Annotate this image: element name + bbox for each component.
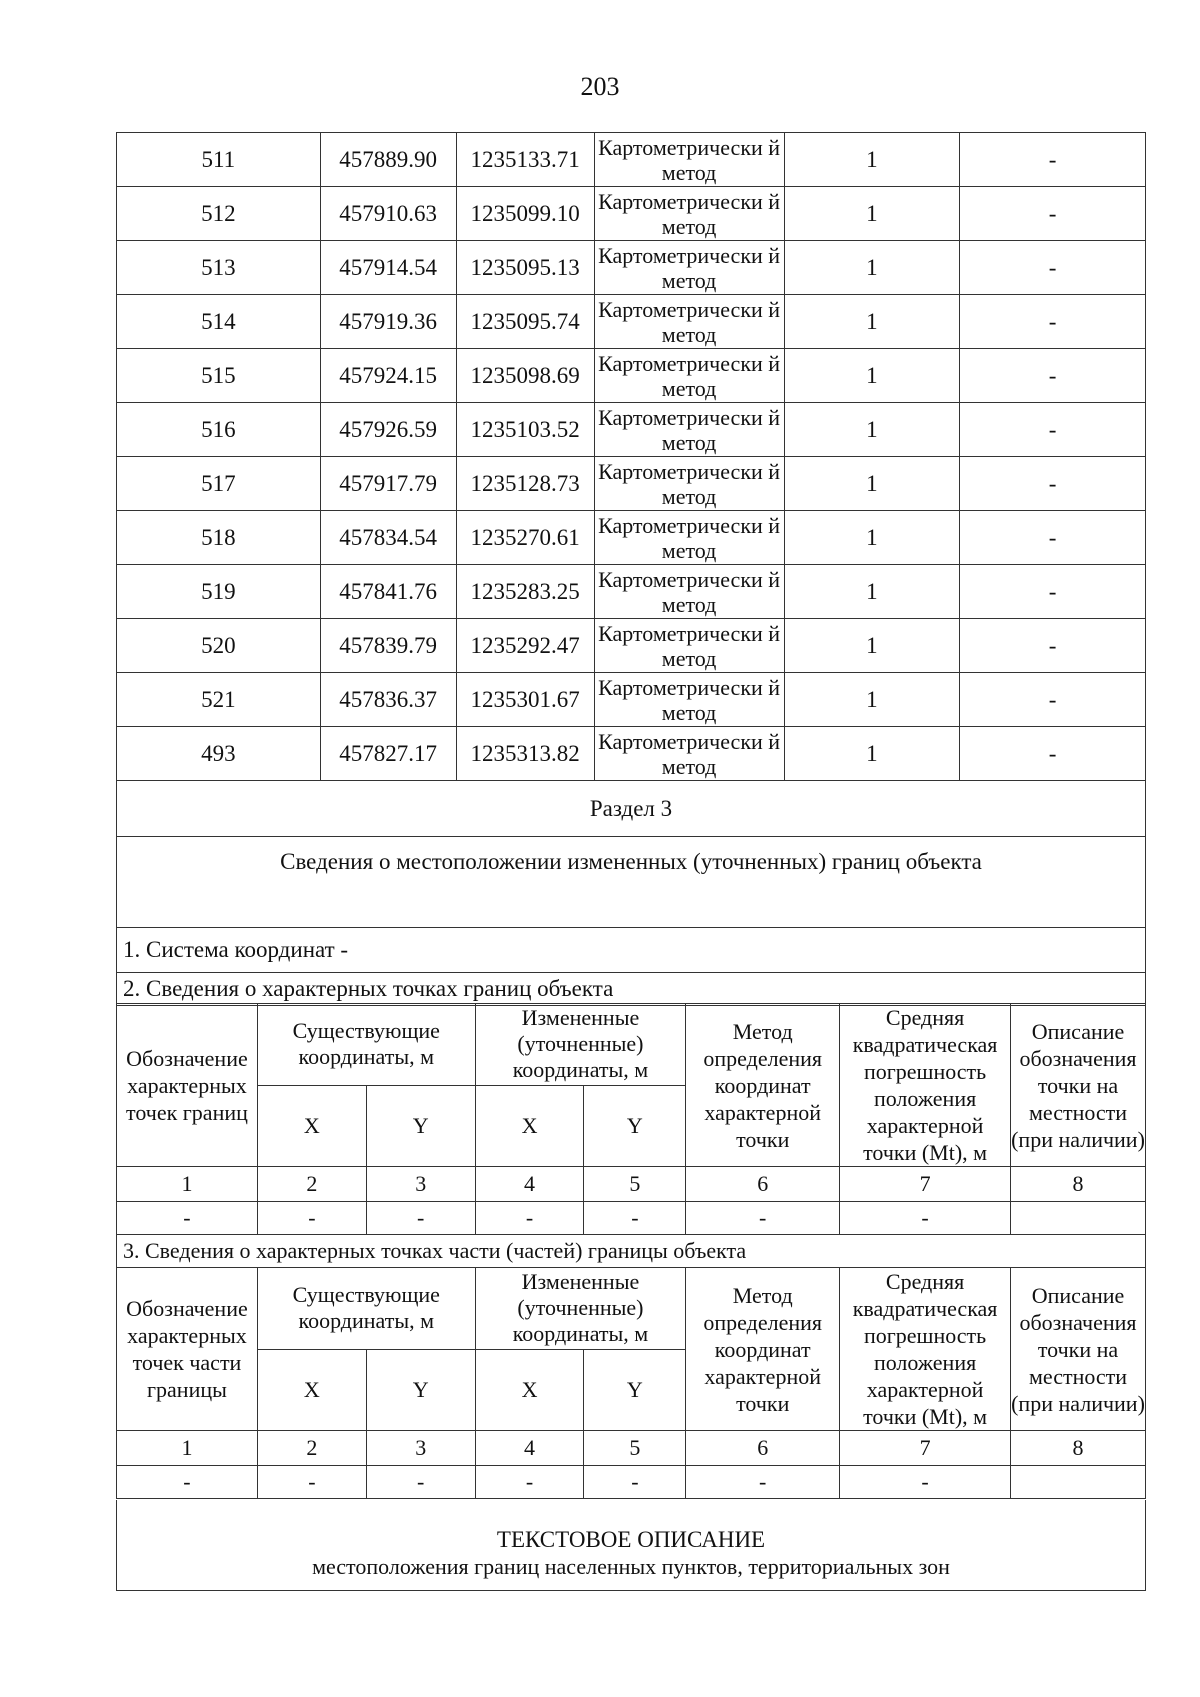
boundary-points-table [116, 1003, 1146, 1235]
header-existing-coordinates: Существующие координаты, м [257, 1268, 475, 1350]
point-accuracy-cell: 1 [784, 349, 960, 403]
table-row [117, 241, 1146, 295]
header-point-designation: Обозначение характерных точек границ [117, 1004, 258, 1167]
point-id-cell: 517 [117, 457, 321, 511]
column-number: 1 [117, 1167, 258, 1202]
empty-cell [1011, 1466, 1146, 1499]
point-y-cell: 1235098.69 [456, 349, 594, 403]
point-id-cell: 519 [117, 565, 321, 619]
part-boundary-points-table [116, 1267, 1146, 1499]
point-method-cell: Картометрически й метод [594, 187, 784, 241]
point-description-cell: - [960, 295, 1146, 349]
point-accuracy-cell: 1 [784, 187, 960, 241]
point-accuracy-cell: 1 [784, 565, 960, 619]
point-id-cell: 511 [117, 133, 321, 187]
column-number: 1 [117, 1431, 258, 1466]
point-x-cell: 457910.63 [320, 187, 456, 241]
empty-cell: - [366, 1466, 475, 1499]
empty-cell: - [117, 1202, 258, 1235]
table-row [117, 133, 1146, 187]
point-method-cell: Картометрически й метод [594, 457, 784, 511]
text-description-subtitle: местоположения границ населенных пунктов, территориальных зон [312, 1554, 950, 1579]
point-method-cell: Картометрически й метод [594, 403, 784, 457]
point-id-cell: 514 [117, 295, 321, 349]
points-table-body [117, 133, 1146, 781]
point-description-cell: - [960, 187, 1146, 241]
header-y: Y [366, 1085, 475, 1167]
header-changed-coordinates: Измененные (уточненные) координаты, м [475, 1268, 686, 1350]
point-x-cell: 457839.79 [320, 619, 456, 673]
header-description: Описание обозначения точки на местности (при наличии) [1011, 1268, 1146, 1431]
header-part-point-designation: Обозначение характерных точек части границы [117, 1268, 258, 1431]
point-description-cell: - [960, 349, 1146, 403]
header-x: X [257, 1349, 366, 1431]
point-id-cell: 518 [117, 511, 321, 565]
point-method-cell: Картометрически й метод [594, 349, 784, 403]
column-number: 3 [366, 1431, 475, 1466]
points-table [116, 132, 1146, 1006]
part-points-caption: 3. Сведения о характерных точках части (частей) границы объекта [116, 1235, 1146, 1267]
table-row [117, 349, 1146, 403]
point-accuracy-cell: 1 [784, 673, 960, 727]
point-y-cell: 1235095.13 [456, 241, 594, 295]
header-method: Метод определения координат характерной точки [686, 1004, 840, 1167]
column-number: 7 [840, 1431, 1011, 1466]
point-description-cell: - [960, 673, 1146, 727]
empty-cell: - [686, 1202, 840, 1235]
text-description [116, 1500, 1146, 1591]
column-number: 6 [686, 1167, 840, 1202]
point-y-cell: 1235292.47 [456, 619, 594, 673]
header-accuracy: Средняя квадратическая погрешность положения характерной точки (Mt), м [840, 1004, 1011, 1167]
point-y-cell: 1235270.61 [456, 511, 594, 565]
point-method-cell: Картометрически й метод [594, 295, 784, 349]
point-y-cell: 1235099.10 [456, 187, 594, 241]
point-y-cell: 1235103.52 [456, 403, 594, 457]
column-number: 8 [1011, 1167, 1146, 1202]
column-number: 3 [366, 1167, 475, 1202]
point-y-cell: 1235133.71 [456, 133, 594, 187]
point-method-cell: Картометрически й метод [594, 133, 784, 187]
point-accuracy-cell: 1 [784, 457, 960, 511]
empty-cell: - [475, 1466, 584, 1499]
point-description-cell: - [960, 619, 1146, 673]
point-id-cell: 512 [117, 187, 321, 241]
point-description-cell: - [960, 133, 1146, 187]
table-row [117, 403, 1146, 457]
point-y-cell: 1235283.25 [456, 565, 594, 619]
header-x: X [475, 1349, 584, 1431]
point-y-cell: 1235095.74 [456, 295, 594, 349]
header-changed-coordinates: Измененные (уточненные) координаты, м [475, 1004, 686, 1086]
header-existing-coordinates: Существующие координаты, м [257, 1004, 475, 1086]
point-method-cell: Картометрически й метод [594, 727, 784, 781]
empty-cell: - [257, 1202, 366, 1235]
point-y-cell: 1235301.67 [456, 673, 594, 727]
header-x: X [475, 1085, 584, 1167]
coordinate-system: 1. Система координат - [117, 928, 1146, 973]
point-x-cell: 457836.37 [320, 673, 456, 727]
header-accuracy: Средняя квадратическая погрешность положения характерной точки (Mt), м [840, 1268, 1011, 1431]
header-method: Метод определения координат характерной точки [686, 1268, 840, 1431]
empty-cell: - [117, 1466, 258, 1499]
column-number: 4 [475, 1167, 584, 1202]
point-description-cell: - [960, 403, 1146, 457]
empty-cell [1011, 1202, 1146, 1235]
point-x-cell: 457834.54 [320, 511, 456, 565]
header-y: Y [584, 1085, 686, 1167]
point-description-cell: - [960, 511, 1146, 565]
column-number: 5 [584, 1431, 686, 1466]
column-number: 8 [1011, 1431, 1146, 1466]
point-description-cell: - [960, 727, 1146, 781]
text-description-title: ТЕКСТОВОЕ ОПИСАНИЕ [496, 1527, 766, 1552]
table-row [117, 565, 1146, 619]
header-y: Y [366, 1349, 475, 1431]
section-subtitle: Сведения о местоположении измененных (уточненных) границ объекта [117, 837, 1146, 928]
header-x: X [257, 1085, 366, 1167]
point-description-cell: - [960, 457, 1146, 511]
point-id-cell: 493 [117, 727, 321, 781]
point-accuracy-cell: 1 [784, 241, 960, 295]
point-x-cell: 457919.36 [320, 295, 456, 349]
point-id-cell: 516 [117, 403, 321, 457]
table-row [117, 295, 1146, 349]
column-number: 5 [584, 1167, 686, 1202]
point-accuracy-cell: 1 [784, 133, 960, 187]
point-method-cell: Картометрически й метод [594, 565, 784, 619]
empty-cell: - [584, 1466, 686, 1499]
table-row [117, 619, 1146, 673]
point-id-cell: 513 [117, 241, 321, 295]
point-method-cell: Картометрически й метод [594, 511, 784, 565]
point-accuracy-cell: 1 [784, 619, 960, 673]
empty-cell: - [840, 1466, 1011, 1499]
points-caption: 2. Сведения о характерных точках границ объекта [117, 973, 1146, 1006]
point-method-cell: Картометрически й метод [594, 619, 784, 673]
table-row [117, 673, 1146, 727]
empty-cell: - [584, 1202, 686, 1235]
empty-cell: - [257, 1466, 366, 1499]
column-number: 7 [840, 1167, 1011, 1202]
empty-cell: - [840, 1202, 1011, 1235]
empty-cell: - [475, 1202, 584, 1235]
point-x-cell: 457827.17 [320, 727, 456, 781]
page-number: 203 [580, 72, 620, 101]
point-accuracy-cell: 1 [784, 403, 960, 457]
point-x-cell: 457914.54 [320, 241, 456, 295]
column-number: 6 [686, 1431, 840, 1466]
point-x-cell: 457917.79 [320, 457, 456, 511]
table-row [117, 187, 1146, 241]
point-id-cell: 520 [117, 619, 321, 673]
point-y-cell: 1235128.73 [456, 457, 594, 511]
point-method-cell: Картометрически й метод [594, 241, 784, 295]
point-accuracy-cell: 1 [784, 511, 960, 565]
point-description-cell: - [960, 565, 1146, 619]
section-title: Раздел 3 [117, 781, 1146, 837]
point-accuracy-cell: 1 [784, 727, 960, 781]
point-id-cell: 515 [117, 349, 321, 403]
header-y: Y [584, 1349, 686, 1431]
point-x-cell: 457889.90 [320, 133, 456, 187]
empty-cell: - [366, 1202, 475, 1235]
table-row [117, 457, 1146, 511]
point-x-cell: 457841.76 [320, 565, 456, 619]
point-x-cell: 457924.15 [320, 349, 456, 403]
point-x-cell: 457926.59 [320, 403, 456, 457]
empty-cell: - [686, 1466, 840, 1499]
table-row [117, 727, 1146, 781]
point-id-cell: 521 [117, 673, 321, 727]
point-description-cell: - [960, 241, 1146, 295]
point-accuracy-cell: 1 [784, 295, 960, 349]
table-row [117, 511, 1146, 565]
column-number: 2 [257, 1431, 366, 1466]
point-y-cell: 1235313.82 [456, 727, 594, 781]
column-number: 4 [475, 1431, 584, 1466]
header-description: Описание обозначения точки на местности (при наличии) [1011, 1004, 1146, 1167]
point-method-cell: Картометрически й метод [594, 673, 784, 727]
column-number: 2 [257, 1167, 366, 1202]
